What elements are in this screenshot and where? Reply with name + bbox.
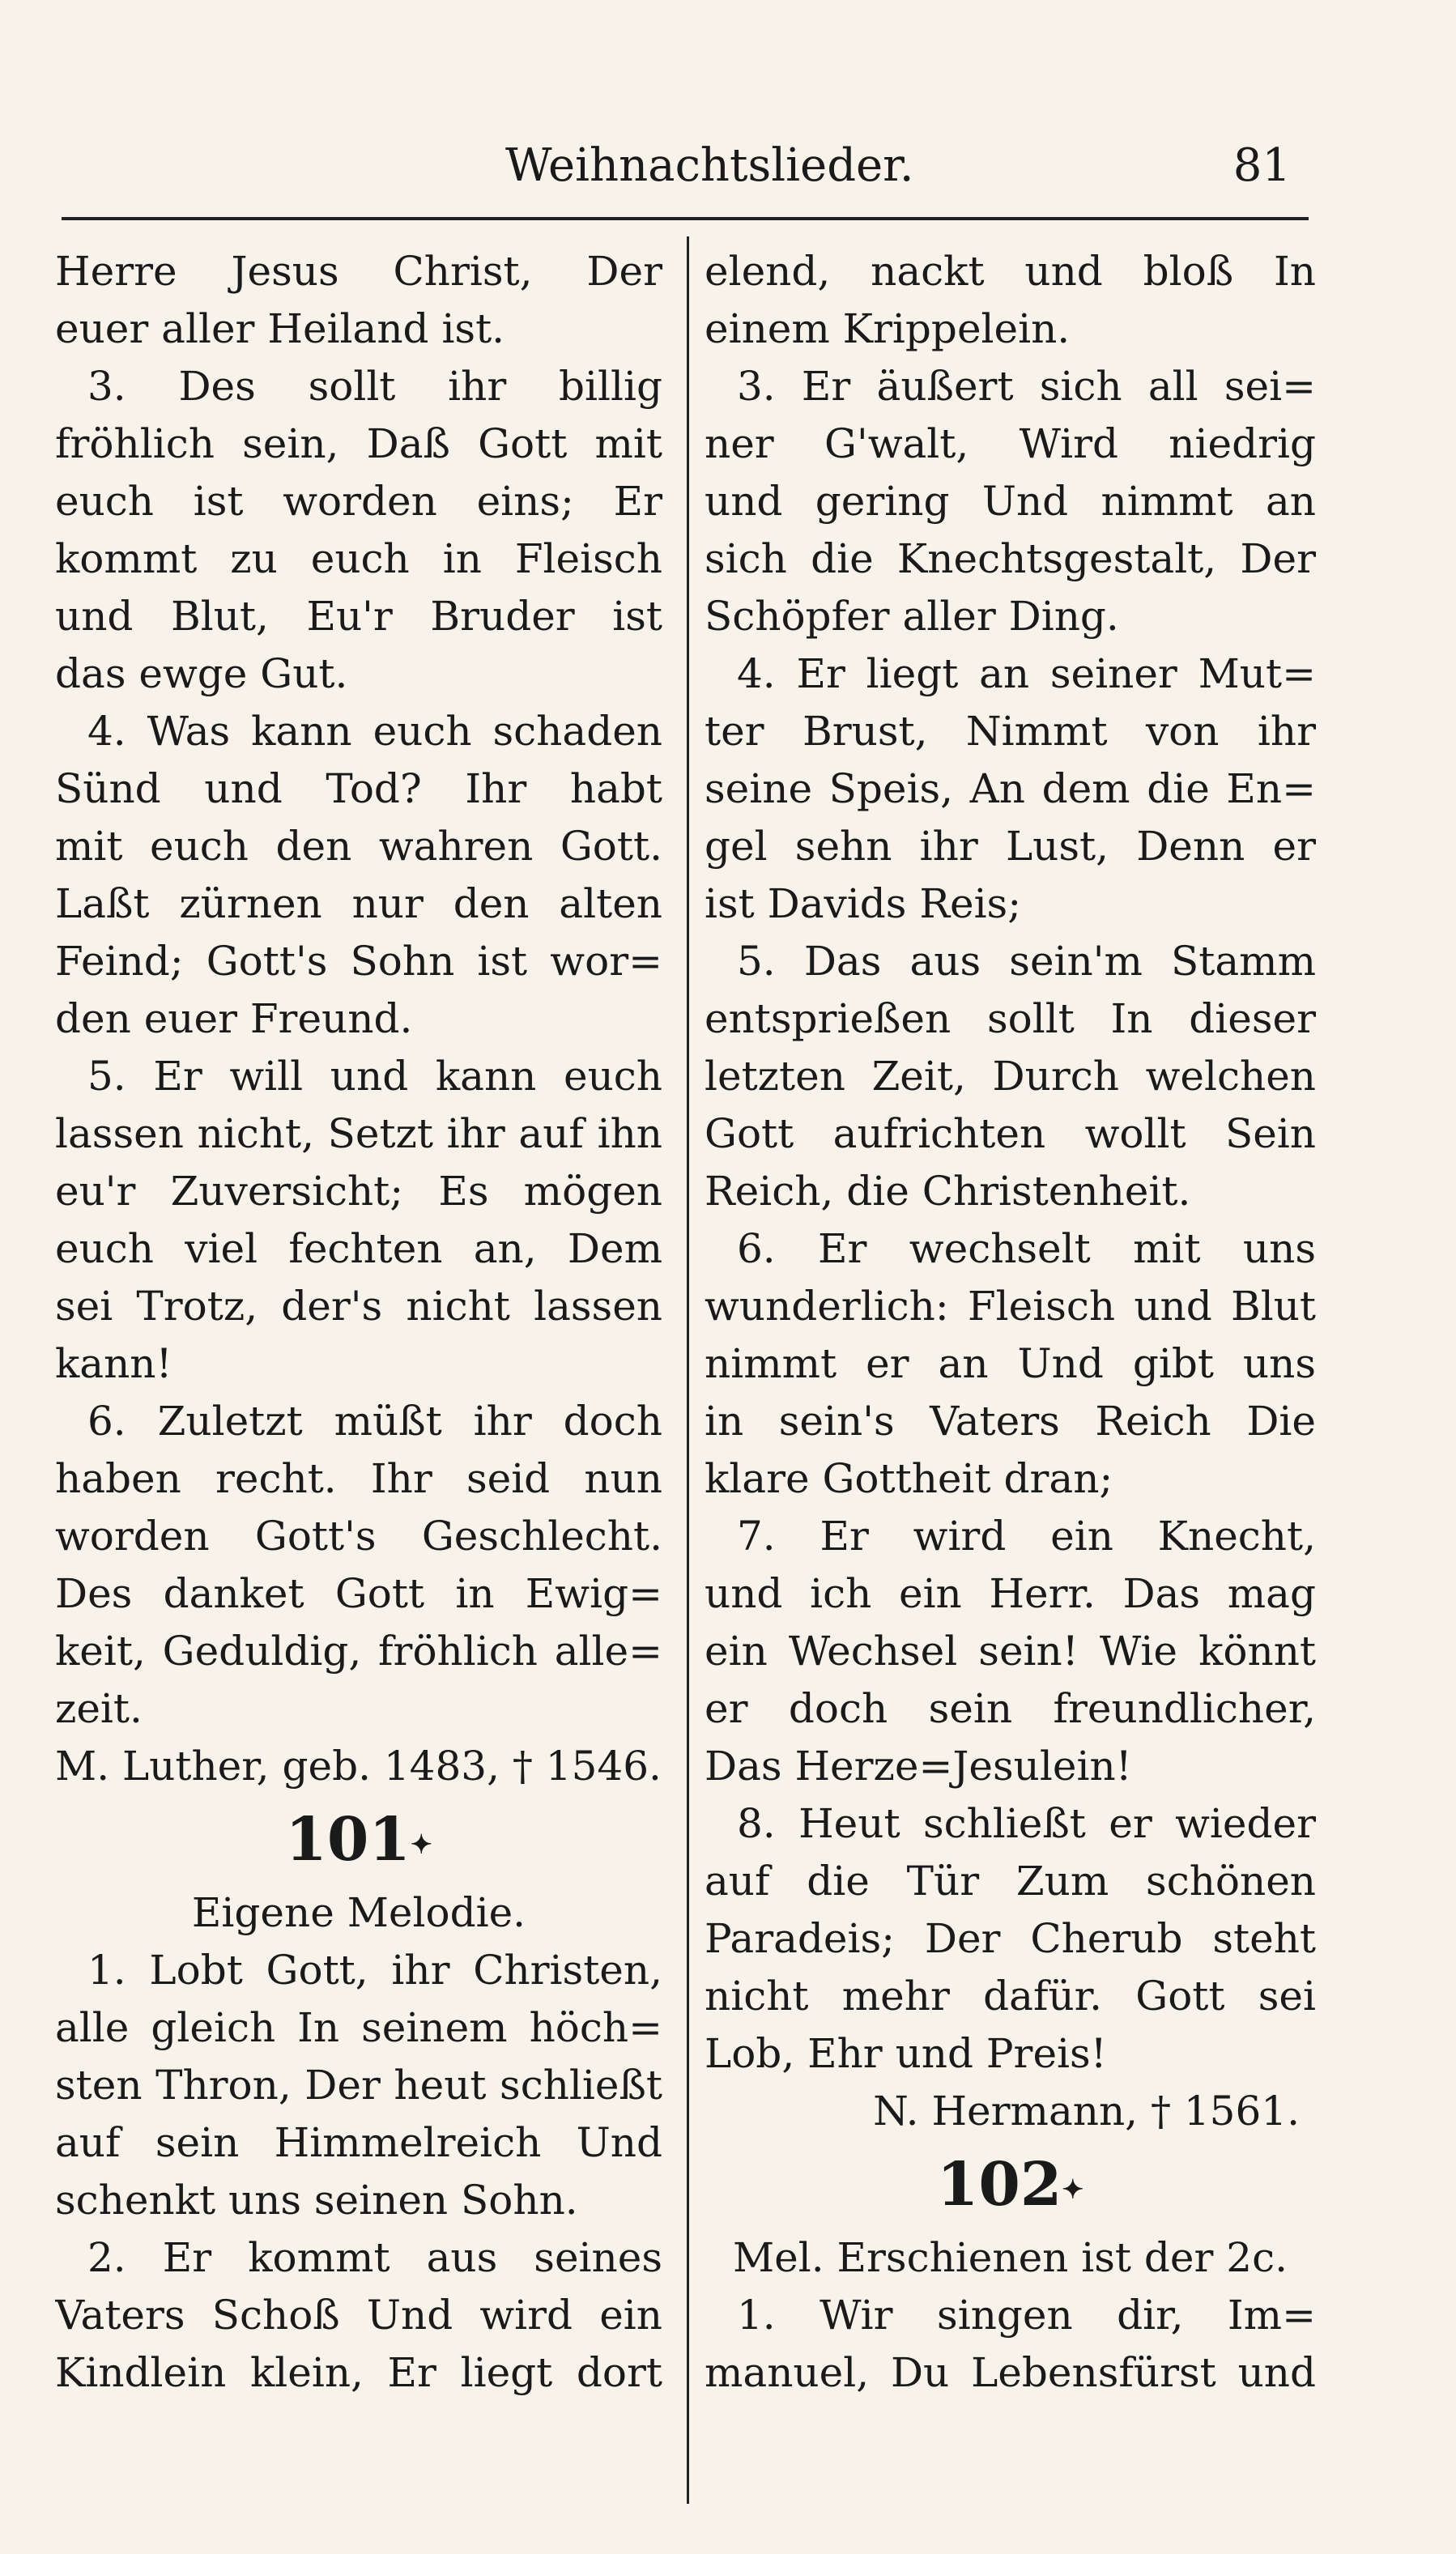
text-line: ein Wechsel sein! Wie könnt [705,1628,1316,1675]
text-line: er doch sein freundlicher, [705,1685,1316,1732]
page-number: 81 [1232,139,1291,192]
text-line: euch ist worden eins; Er [55,478,662,525]
text-line: elend, nackt und bloß In [705,248,1316,295]
left-column [55,243,662,2402]
text-line: und gering Und nimmt an [705,478,1316,525]
text-line: Schöpfer aller Ding. [705,593,1119,640]
text-line: den euer Freund. [55,995,413,1042]
text-line: nimmt er an Und gibt uns [705,1340,1316,1387]
text-line: kann! [55,1340,172,1387]
text-line: euer aller Heiland ist. [55,305,505,352]
text-line: Feind; Gott's Sohn ist wor= [55,938,662,985]
text-line: Kindlein klein, Er liegt dort [55,2349,662,2396]
text-line: Laßt zürnen nur den alten [55,880,662,927]
text-line: fröhlich sein, Daß Gott mit [55,420,662,467]
text-line: und ich ein Herr. Das mag [705,1570,1316,1617]
text-line: 7. Er wird ein Knecht, [737,1513,1316,1560]
hymn-101-verses [55,1942,662,2402]
text-line: 2. Er kommt aus seines [87,2234,662,2281]
text-line: sich die Knechtsgestalt, Der [705,535,1316,582]
text-line: sei Trotz, der's nicht lassen [55,1283,662,1330]
hymn-number-102: 102✦ [936,2150,1084,2220]
text-line: klare Gottheit dran; [705,1455,1113,1502]
text-line: schenkt uns seinen Sohn. [55,2177,578,2224]
text-line: 4. Er liegt an seiner Mut= [737,650,1316,697]
text-line: haben recht. Ihr seid nun [55,1455,662,1502]
text-line: sten Thron, Der heut schließt [55,2062,662,2109]
star-ornament-icon: ✦ [1062,2173,1084,2205]
star-ornament-icon: ✦ [410,1828,432,1860]
text-line: Reich, die Christenheit. [705,1168,1191,1215]
text-line: letzten Zeit, Durch welchen [705,1053,1316,1100]
text-line: Des danket Gott in Ewig= [55,1570,662,1617]
hymn-101-verses-cont [705,243,1316,2140]
text-line: 5. Das aus sein'm Stamm [737,938,1316,985]
text-line: mit euch den wahren Gott. [55,823,662,870]
text-line: ist Davids Reis; [705,880,1022,927]
text-line: manuel, Du Lebensfürst und [705,2349,1316,2396]
text-line: ner G'walt, Wird niedrig [705,420,1316,467]
column-divider [687,236,689,2504]
text-line: Lob, Ehr und Preis! [705,2030,1107,2077]
text-line: entsprießen sollt In dieser [705,995,1316,1042]
text-line: euch viel fechten an, Dem [55,1225,662,1272]
text-line: wunderlich: Fleisch und Blut [705,1283,1316,1330]
text-line: in sein's Vaters Reich Die [705,1398,1316,1445]
text-line: und Blut, Eu'r Bruder ist [55,593,662,640]
text-line: 4. Was kann euch schaden [87,708,662,755]
text-line: 6. Zuletzt müßt ihr doch [87,1398,662,1445]
text-line: kommt zu euch in Fleisch [55,535,662,582]
page-header [62,139,1309,220]
text-line: 3. Er äußert sich all sei= [737,363,1316,410]
text-line: Herre Jesus Christ, Der [55,248,662,295]
hymn-100-continuation [55,243,662,1795]
text-line: 5. Er will und kann euch [87,1053,662,1100]
hymn-102-melody: Mel. Erschienen ist der 2c. [732,2234,1288,2281]
text-line: auf die Tür Zum schönen [705,1858,1316,1905]
text-line: keit, Geduldig, fröhlich alle= [55,1628,662,1675]
text-line: eu'r Zuversicht; Es mögen [55,1168,662,1215]
text-line: gel sehn ihr Lust, Denn er [705,823,1316,870]
text-line: Vaters Schoß Und wird ein [55,2292,662,2339]
right-column [705,243,1316,2402]
text-line: 8. Heut schließt er wieder [737,1800,1316,1847]
text-line: alle gleich In seinem höch= [55,2004,662,2051]
text-line: lassen nicht, Setzt ihr auf ihn [55,1110,662,1157]
text-line: ter Brust, Nimmt von ihr [705,708,1316,755]
header-rule [62,217,1309,220]
hymn-102-verses [705,2287,1316,2402]
text-line: Das Herze=Jesulein! [705,1743,1132,1790]
text-line: Paradeis; Der Cherub steht [705,1915,1316,1962]
text-line: auf sein Himmelreich Und [55,2119,662,2166]
text-line: N. Hermann, † 1561. [873,2088,1300,2135]
text-line: M. Luther, geb. 1483, † 1546. [55,1743,662,1790]
hymn-101-melody: Eigene Melodie. [191,1889,526,1936]
hymn-number-101: 101✦ [285,1805,432,1875]
text-line: worden Gott's Geschlecht. [55,1513,662,1560]
text-line: das ewge Gut. [55,650,348,697]
text-line: nicht mehr dafür. Gott sei [705,1973,1316,2020]
text-line: 6. Er wechselt mit uns [737,1225,1316,1272]
text-line: Gott aufrichten wollt Sein [705,1110,1316,1157]
text-line: 1. Lobt Gott, ihr Christen, [87,1947,662,1994]
text-line: 1. Wir singen dir, Im= [737,2292,1316,2339]
text-line: einem Krippelein. [705,305,1071,352]
running-title: Weihnachtslieder. [505,139,914,192]
text-line: seine Speis, An dem die En= [705,765,1316,812]
text-line: 3. Des sollt ihr billig [87,363,662,410]
text-line: zeit. [55,1685,143,1732]
text-line: Sünd und Tod? Ihr habt [55,765,662,812]
